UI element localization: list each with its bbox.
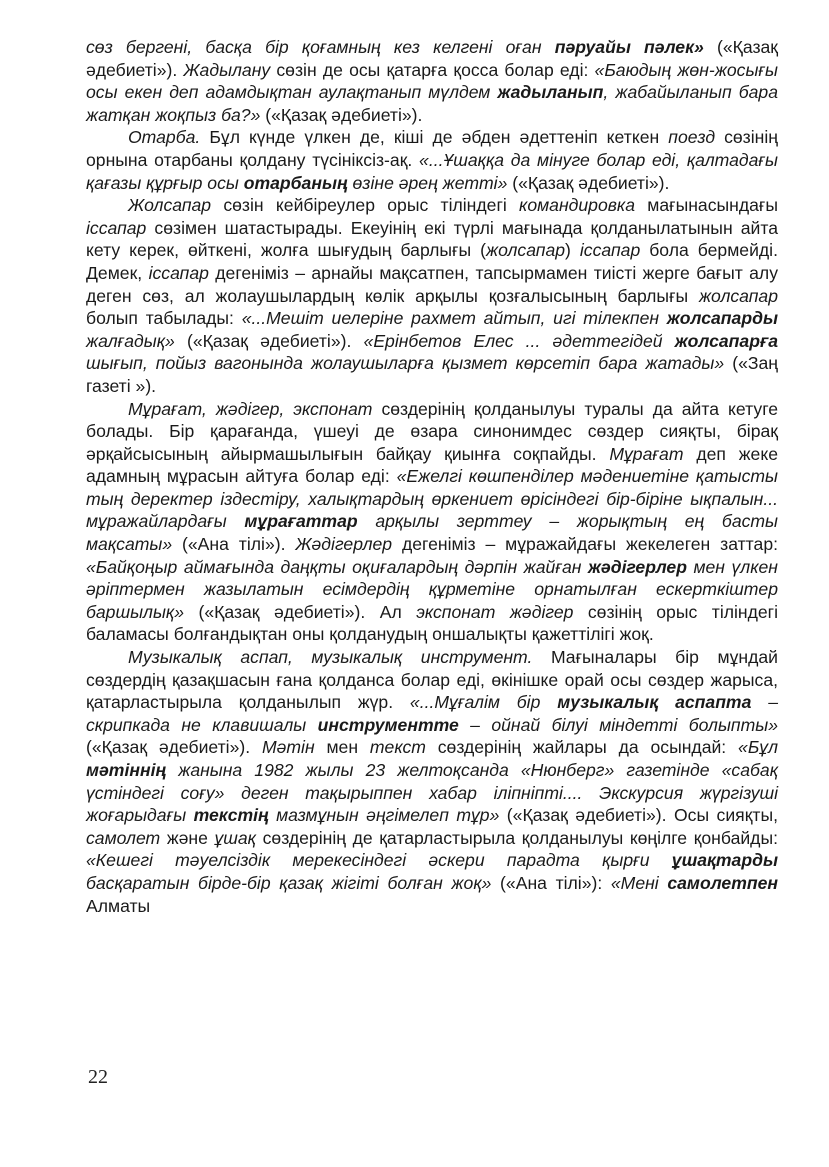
emphasized-term: текстің bbox=[193, 805, 269, 826]
text-run: мағынасындағы bbox=[635, 195, 778, 216]
text-run: ) bbox=[565, 240, 580, 261]
text-run: Мағыналары бір мұндай сөздердің қазақшасын ғана қолданса болар еді, өкінішке орай осы сөздер жарыса, қатарластырыла қолданылып жүр. bbox=[86, 647, 778, 713]
italic-text: «Ерінбетов Елес ... әдеттегідей bbox=[363, 330, 675, 351]
text-run: деп жеке адамның мұрасын айтуға болар еді: bbox=[86, 443, 779, 487]
italic-text: басқаратын бірде-бір қазақ жігіті болған жоқ» bbox=[86, 872, 492, 893]
text-run: Алматы bbox=[86, 895, 151, 916]
italic-text: «Байқоңыр аймағында даңқты оқиғалардың дәрпін жайған bbox=[86, 556, 588, 577]
italic-text: , жабайыланып бара жатқан жоқпыз ба?» bbox=[86, 82, 779, 125]
italic-text: сөз бергені, басқа бір қоғамның кез келгені оған bbox=[86, 37, 555, 57]
emphasized-term: жадыланып bbox=[497, 82, 604, 103]
text-run: сөздерінің қолданылуы туралы да айта кетуге болады. Бір қарағанда, үшеуі де өзара синонимдес сөздер сияқты, бірақ әрқайсысының айырмашылығын байқау қиынға соқпайды. bbox=[86, 398, 779, 464]
emphasized-term: инструментте bbox=[317, 714, 459, 735]
italic-text: самолет bbox=[86, 827, 161, 848]
text-run: сөзін де осы қатарға қосса болар еді: bbox=[270, 59, 595, 80]
italic-text: «Баюдың жөн-жосығы осы екен деп адамдықтан аулақтанып мүлдем bbox=[86, 59, 778, 103]
emphasized-term: самолетпен bbox=[667, 872, 778, 893]
italic-text: Мұрағат, жәдігер, экспонат bbox=[128, 398, 373, 419]
italic-text: өзіне әрең жетті» bbox=[347, 172, 508, 193]
paragraph bbox=[86, 194, 778, 397]
italic-text: жолсапар bbox=[485, 240, 566, 261]
text-run: («Ана тілі»). bbox=[172, 534, 296, 555]
italic-text: «...Мұғалім бір bbox=[409, 692, 558, 713]
italic-text: текст bbox=[369, 737, 426, 758]
page-body bbox=[86, 36, 778, 917]
italic-text: «Бұл bbox=[738, 737, 778, 758]
text-run: және bbox=[160, 827, 215, 848]
paragraph bbox=[86, 398, 778, 647]
text-run: («Қазақ әдебиеті»). Осы сияқты, bbox=[499, 805, 778, 826]
italic-text: поезд bbox=[668, 127, 716, 148]
text-run: («Қазақ әдебиеті»). bbox=[260, 104, 423, 125]
italic-text: «...Ұшаққа да мінуге болар еді, қалтадағы қағазы құрғыр осы bbox=[86, 149, 779, 193]
italic-text: «Мені bbox=[610, 872, 668, 893]
text-run: сөзінің орыс тіліндегі баламасы болғандықтан оны қолданудың оншалықты қажеттілігі жоқ. bbox=[86, 601, 779, 645]
emphasized-term: жолсапарға bbox=[674, 330, 779, 351]
text-run: сөзімен шатастырады. Екеуінің екі түрлі мағынада қолданылатынын айта кету керек, өйткені, жолға шығудың барлығы ( bbox=[86, 217, 778, 261]
text-run: Бұл күнде үлкен де, кіші де әбден әдеттеніп кеткен bbox=[200, 127, 669, 148]
italic-text: Отарба. bbox=[128, 127, 201, 148]
italic-text: Мұрағат bbox=[609, 443, 684, 464]
italic-text: жалғадық» bbox=[86, 330, 175, 351]
text-run: мен bbox=[314, 737, 370, 758]
text-run: («Қазақ әдебиеті»). Ал bbox=[183, 601, 417, 622]
text-run: («Заң газеті »). bbox=[86, 353, 778, 396]
emphasized-term: музыкалық аспапта bbox=[557, 692, 752, 713]
text-run: дегеніміз – мұражайдағы жекелеген заттар: bbox=[392, 534, 778, 555]
text-run: («Қазақ әдебиеті»). bbox=[86, 737, 262, 758]
text-run: сөздерінің жайлары да осындай: bbox=[425, 737, 739, 758]
paragraph bbox=[86, 36, 778, 126]
italic-text: жанына 1982 жылы 23 желтоқсанда «Нюнберг» газетінде «сабақ үстіндегі соғу» деген тақырыппен хабар іліпніпті.... Экскурсия жүргізуші жоғарыдағы bbox=[86, 760, 778, 826]
italic-text: іссапар bbox=[148, 262, 209, 283]
italic-text: командировка bbox=[519, 195, 636, 216]
italic-text: іссапар bbox=[579, 240, 641, 261]
italic-text: «Кешегі тәуелсіздік мерекесіндегі әскери парадта қырғи bbox=[86, 850, 672, 871]
italic-text: ұшақ bbox=[214, 827, 256, 848]
italic-text: экспонат жәдігер bbox=[416, 601, 574, 622]
emphasized-term: мұрағаттар bbox=[244, 511, 358, 532]
italic-text: Мәтін bbox=[261, 737, 315, 758]
text-run: («Қазақ әдебиеті»). bbox=[507, 172, 670, 193]
text-run: сөзінің орнына отарбаны қолдану түсініксіз-ақ. bbox=[86, 127, 778, 170]
emphasized-term: ұшақтарды bbox=[671, 850, 778, 871]
paragraph bbox=[86, 646, 778, 917]
text-run: («Қазақ әдебиеті»). bbox=[174, 330, 364, 351]
italic-text: – скрипкада не клавишалы bbox=[86, 692, 778, 735]
italic-text: іссапар bbox=[86, 217, 147, 238]
text-run: сөзін кейбіреулер орыс тіліндегі bbox=[211, 195, 520, 216]
italic-text: Жәдігерлер bbox=[295, 534, 393, 555]
italic-text: мен үлкен әріптермен жазылатын есімдердің құрметіне орнатылған ескерткіштер баршылық» bbox=[86, 556, 778, 622]
italic-text: Жадылану bbox=[183, 59, 271, 80]
text-run: бола бермейді. Демек, bbox=[86, 240, 778, 283]
italic-text: Музыкалық аспап, музыкалық инструмент. bbox=[128, 647, 533, 668]
italic-text: – ойнай білуі міндетті болыпты» bbox=[458, 714, 778, 735]
italic-text: шығып, пойыз вагонында жолаушыларға қызмет көрсетіп бара жатады» bbox=[86, 353, 725, 374]
emphasized-term: отарбаның bbox=[243, 172, 348, 193]
page-number: 22 bbox=[88, 1066, 108, 1088]
italic-text: мазмұнын әңгімелеп тұр» bbox=[268, 805, 500, 826]
text-run: («Қазақ әдебиеті»). bbox=[86, 37, 778, 80]
italic-text: арқылы зерттеу – жорықтың ең басты мақсаты» bbox=[86, 511, 779, 555]
italic-text: жолсапар bbox=[698, 285, 778, 306]
italic-text: «Ежелгі көшпенділер мәдениетіне қатысты тың деректер іздестіру, халықтардың өркениет өрісіндегі бір-біріне ықпалын... мұражайлардағы bbox=[86, 466, 778, 532]
emphasized-term: жолсапарды bbox=[666, 308, 778, 329]
italic-text: «...Мешіт иелеріне рахмет айтып, игі тілекпен bbox=[241, 308, 667, 329]
italic-text: Жолсапар bbox=[128, 195, 212, 216]
paragraph bbox=[86, 126, 778, 194]
text-run: сөздерінің де қатарластырыла қолданылуы көңілге қонбайды: bbox=[256, 827, 778, 848]
emphasized-term: жәдігерлер bbox=[587, 556, 687, 577]
emphasized-term: пәруайы пәлек» bbox=[554, 37, 704, 57]
text-run: дегеніміз – арнайы мақсатпен, тапсырмамен тиісті жерге бағыт алу деген сөз, ал жолаушылардың көлік арқылы қозғалысының барлығы bbox=[86, 262, 778, 306]
text-run: болып табылады: bbox=[86, 308, 242, 329]
text-run: («Ана тілі»): bbox=[491, 872, 611, 893]
emphasized-term: мәтіннің bbox=[86, 760, 167, 780]
